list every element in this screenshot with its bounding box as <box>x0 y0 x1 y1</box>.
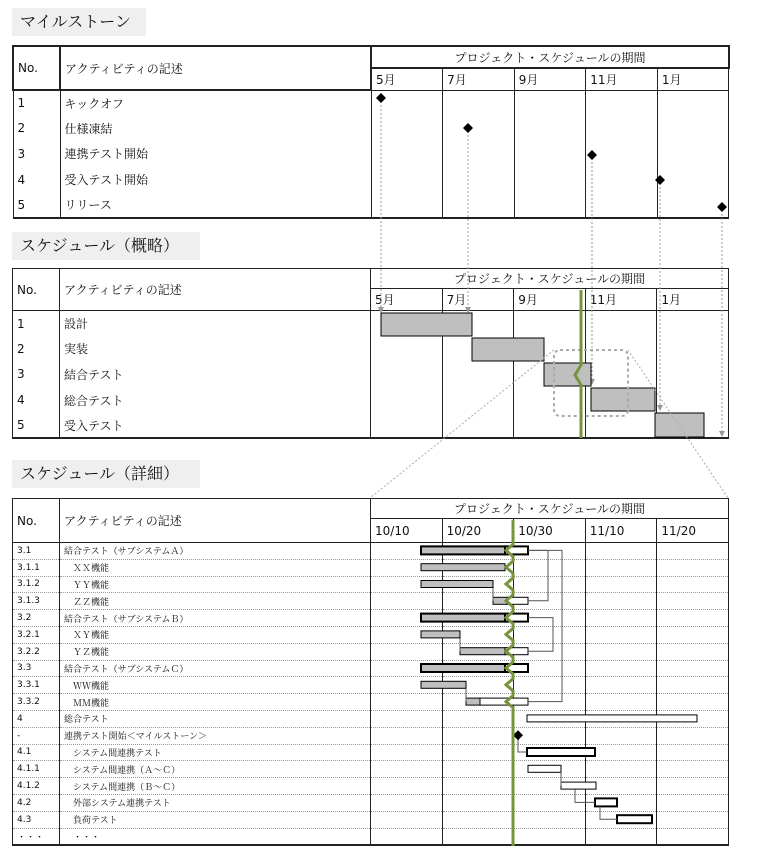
milestone-diamond <box>376 93 386 103</box>
detail-bar <box>466 698 480 705</box>
row-desc: ＭＭ機能 <box>60 694 371 711</box>
row-desc: 受入テスト開始 <box>60 167 371 193</box>
row-desc: システム間連携（Ａ～Ｃ） <box>60 761 371 778</box>
detail-gantt <box>421 520 697 846</box>
row-desc: ＺＺ機能 <box>60 593 371 610</box>
bar-design <box>381 313 472 336</box>
month-header: 9月 <box>514 68 586 90</box>
row-desc: 総合テスト <box>60 387 371 413</box>
detail-bar <box>528 765 561 772</box>
detail-bar <box>527 748 595 756</box>
detail-bar <box>421 631 460 638</box>
row-desc: 負荷テスト <box>60 811 371 828</box>
row-desc: リリース <box>60 192 371 218</box>
bar-implementation <box>472 338 544 361</box>
month-header: 11月 <box>585 289 657 311</box>
row-no: 4 <box>13 387 60 413</box>
bar-acceptance-test <box>655 413 704 437</box>
bar-system-test <box>591 388 655 411</box>
row-desc: システム間連携（Ｂ～Ｃ） <box>60 778 371 795</box>
detail-bar <box>421 681 466 688</box>
detail-bar <box>421 546 505 554</box>
connector <box>528 550 562 701</box>
row-no: 1 <box>13 311 60 337</box>
row-desc: ＸＹ機能 <box>60 626 371 643</box>
detail-bar <box>421 664 505 672</box>
row-no: 5 <box>13 413 60 439</box>
row-desc: 結合テスト（サブシステムＡ） <box>60 543 371 560</box>
detail-bar <box>527 715 697 722</box>
row-desc: 連携テスト開始 <box>60 141 371 167</box>
detail-bar <box>595 798 617 806</box>
milestone-diamond <box>463 123 473 133</box>
row-no: 3.2 <box>13 610 60 627</box>
row-no: 3.3.1 <box>13 677 60 694</box>
row-desc: ＷＷ機能 <box>60 677 371 694</box>
zoom-link-right <box>628 350 728 498</box>
row-no: 3.3.2 <box>13 694 60 711</box>
row-no: 3.2.1 <box>13 626 60 643</box>
row-desc: ＸＸ機能 <box>60 559 371 576</box>
date-header: 10/20 <box>442 519 514 543</box>
row-no: 4.2 <box>13 794 60 811</box>
row-desc: ・・・ <box>60 828 371 845</box>
date-header: 10/30 <box>514 519 586 543</box>
row-no: 2 <box>13 336 60 362</box>
row-desc: 仕様凍結 <box>60 116 371 142</box>
detail-title: スケジュール（詳細） <box>12 460 200 488</box>
connector <box>528 618 553 652</box>
row-no: 3.2.2 <box>13 643 60 660</box>
row-no: 4.1.2 <box>13 778 60 795</box>
col-no-header: No. <box>13 499 60 543</box>
detail-bar <box>561 782 596 789</box>
row-no: 3 <box>13 141 60 167</box>
col-desc-header: アクティビティの記述 <box>60 269 371 311</box>
row-no: 3.1.3 <box>13 593 60 610</box>
row-no: 3.1.2 <box>13 576 60 593</box>
row-desc: キックオフ <box>60 90 371 116</box>
row-desc: ＹＺ機能 <box>60 643 371 660</box>
detail-bar <box>421 614 505 622</box>
detail-bar <box>460 648 505 655</box>
col-no-header: No. <box>13 269 60 311</box>
zoom-link-left <box>370 350 554 498</box>
row-no: 2 <box>13 116 60 142</box>
row-desc: 設計 <box>60 311 371 337</box>
month-header: 7月 <box>443 68 515 90</box>
overview-bars <box>381 313 704 437</box>
row-no: 3.3 <box>13 660 60 677</box>
month-header: 1月 <box>657 68 729 90</box>
milestone-diamond <box>655 175 665 185</box>
row-desc: 実装 <box>60 336 371 362</box>
connector <box>575 790 595 803</box>
month-header: 7月 <box>442 289 514 311</box>
month-header: 1月 <box>657 289 729 311</box>
milestone-diamond <box>717 202 727 212</box>
row-desc: システム間連携テスト <box>60 744 371 761</box>
month-header: 5月 <box>371 68 443 90</box>
row-no: ・・・ <box>13 828 60 845</box>
month-header: 5月 <box>371 289 443 311</box>
row-no: 3.1.1 <box>13 559 60 576</box>
row-desc: 結合テスト <box>60 362 371 388</box>
row-no: 4.1 <box>13 744 60 761</box>
row-no: 5 <box>13 192 60 218</box>
col-no-header: No. <box>13 46 60 90</box>
row-no: 3 <box>13 362 60 388</box>
row-desc: 連携テスト開始＜マイルストーン＞ <box>60 727 371 744</box>
date-header: 10/10 <box>371 519 443 543</box>
row-desc: 結合テスト（サブシステムＢ） <box>60 610 371 627</box>
row-desc: ＹＹ機能 <box>60 576 371 593</box>
row-no: 1 <box>13 90 60 116</box>
period-header: プロジェクト・スケジュールの期間 <box>371 499 729 519</box>
row-desc: 受入テスト <box>60 413 371 439</box>
row-no: - <box>13 727 60 744</box>
milestone-diamond <box>587 150 597 160</box>
detail-bar <box>617 815 652 823</box>
date-header: 11/20 <box>657 519 729 543</box>
month-header: 9月 <box>514 289 586 311</box>
row-no: 3.1 <box>13 543 60 560</box>
detail-bar <box>421 564 505 571</box>
overview-title: スケジュール（概略） <box>12 232 200 260</box>
today-line-detail <box>506 520 513 846</box>
connector <box>528 550 548 600</box>
row-no: 4.3 <box>13 811 60 828</box>
period-header: プロジェクト・スケジュールの期間 <box>371 46 729 68</box>
col-desc-header: アクティビティの記述 <box>60 499 371 543</box>
row-desc: 外部システム連携テスト <box>60 794 371 811</box>
row-no: 4 <box>13 167 60 193</box>
row-no: 4 <box>13 710 60 727</box>
milestones-title: マイルストーン <box>12 8 146 36</box>
connector <box>600 806 617 819</box>
month-header: 11月 <box>586 68 658 90</box>
bar-integration-test <box>544 363 591 386</box>
period-header: プロジェクト・スケジュールの期間 <box>371 269 729 289</box>
row-desc: 結合テスト（サブシステムＣ） <box>60 660 371 677</box>
row-desc: 総合テスト <box>60 710 371 727</box>
date-header: 11/10 <box>585 519 657 543</box>
row-no: 4.1.1 <box>13 761 60 778</box>
detail-bar <box>421 581 493 588</box>
col-desc-header: アクティビティの記述 <box>60 46 371 90</box>
milestone-diamonds <box>376 93 727 212</box>
